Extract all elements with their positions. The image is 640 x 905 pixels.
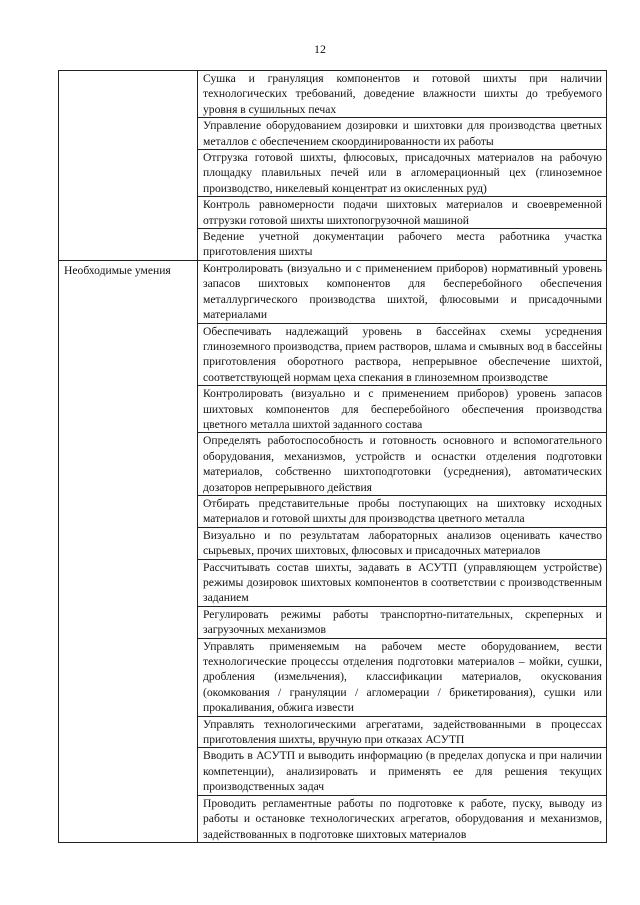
list-item: Проводить регламентные работы по подготовке к работе, пуску, выводу из работы и остановке технологических агрегатов, оборудования и механизмов, задействованных в подготовке шихтовых материалов: [203, 796, 602, 841]
row-label: [59, 71, 197, 73]
list-item: Визуально и по результатам лабораторных анализов оценивать качество сырьевых, прочих шихтовых, флюсовых и присадочных материалов: [198, 528, 606, 560]
list-item: Регулировать режимы работы транспортно-питательных, скреперных и загрузочных механизмов: [198, 607, 606, 639]
list-item: Контроль равномерности подачи шихтовых материалов и своевременной отгрузки готовой шихты шихтопогрузочной машиной: [198, 197, 606, 229]
list-item: Обеспечивать надлежащий уровень в бассейнах схемы усреднения глиноземного производства, прием растворов, шлама и смывных вод в бассейны приготовления оборотного раствора, непрерывное обеспечение шихтой, соответствующей нормам цеха спекания в глиноземном производстве: [198, 324, 606, 387]
requirements-table: [58, 70, 607, 843]
list-item: Ведение учетной документации рабочего места работника участка приготовления шихты: [203, 230, 602, 259]
row-label-required-skills: Необходимые умения: [64, 263, 171, 277]
list-item: Управление оборудованием дозировки и шихтовки для производства цветных металлов с обеспечением скоординированности их работы: [198, 118, 606, 150]
list-item: Контролировать (визуально и с применением приборов) уровень запасов шихтовых компонентов для бесперебойного обеспечения производства цветного металла шихтой заданного состава: [198, 386, 606, 433]
row-label-cell: [59, 71, 198, 261]
list-item: Рассчитывать состав шихты, задавать в АСУТП (управляющем устройстве) режимы дозировок шихтовых компонентов в соответствии с производственным заданием: [198, 560, 606, 607]
row-items-cell: [198, 71, 607, 261]
table-row-required-skills: [59, 260, 607, 842]
page-number: 12: [314, 42, 326, 56]
list-item: Вводить в АСУТП и выводить информацию (в пределах допуска и при наличии компетенции), анализировать и применять ее для решения текущих производственных задач: [198, 748, 606, 795]
list-item: Сушка и грануляция компонентов и готовой шихты при наличии технологических требований, доведение влажности шихты до требуемого уровня в сушильных печах: [198, 71, 606, 118]
table-row-labor-actions: [59, 71, 607, 261]
list-item: Отгрузка готовой шихты, флюсовых, присадочных материалов на рабочую площадку плавильных печей или в агломерационный цех (глиноземное производство, никелевый концентрат из окисленных руд): [198, 150, 606, 197]
list-item: Управлять применяемым на рабочем месте оборудованием, вести технологические процессы отделения подготовки материалов – мойки, сушки, дробления (измельчения), классификации материалов, окускования (окомкования / грануляции / агломерации / брикетирования), сушки или прокаливания, обжига извести: [198, 639, 606, 717]
list-item: Контролировать (визуально и с применением приборов) нормативный уровень запасов шихтовых компонентов для бесперебойного обеспечения металлургического производства шихтой, флюсовыми и присадочными материалами: [198, 261, 606, 324]
row-items-cell: [198, 260, 607, 842]
list-item: Управлять технологическими агрегатами, задействованными в процессах приготовления шихты, вручную при отказах АСУТП: [198, 717, 606, 749]
row-label-cell: [59, 260, 198, 842]
list-item: Отбирать представительные пробы поступающих на шихтовку исходных материалов и готовой шихты для производства цветного металла: [198, 496, 606, 528]
list-item: Определять работоспособность и готовность основного и вспомогательного оборудования, механизмов, устройств и оснастки отделения подготовки материалов, собственно шихтоподготовки (усреднения), автоматических дозаторов непрерывного действия: [198, 433, 606, 496]
